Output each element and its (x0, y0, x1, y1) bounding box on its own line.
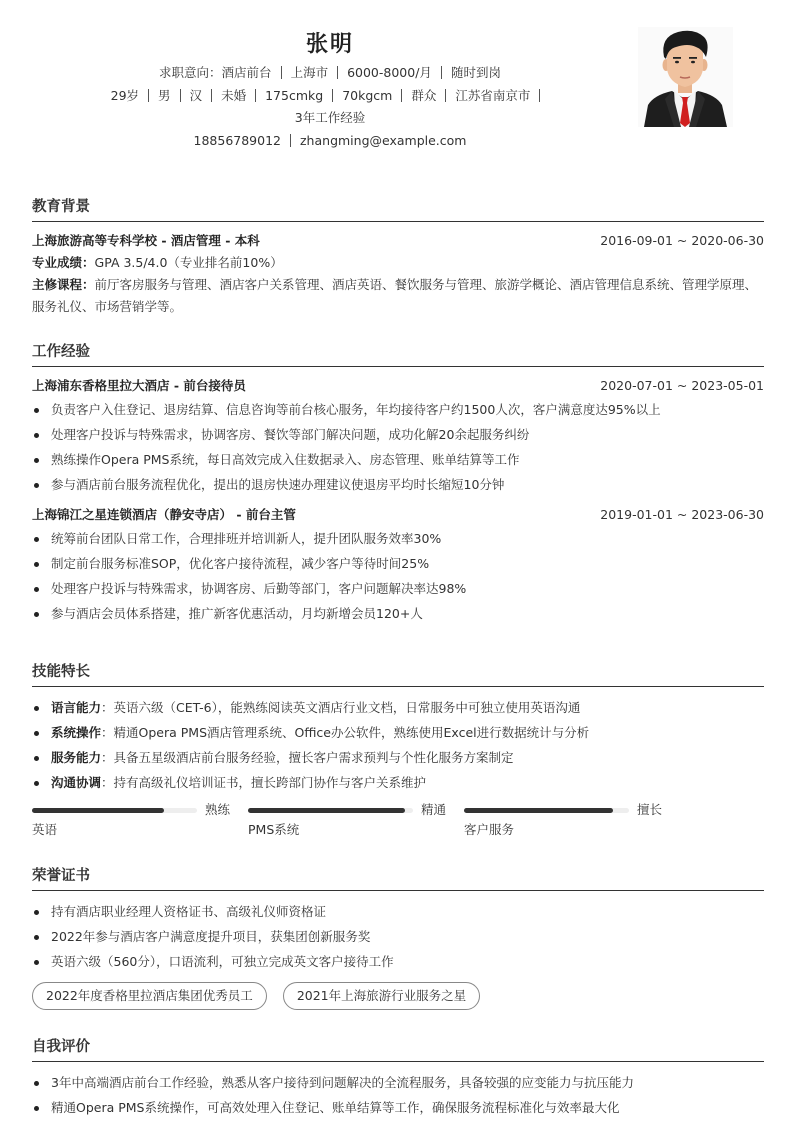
skill-label: 服务能力 (51, 750, 102, 765)
progress-fill (32, 808, 164, 813)
phone-number: 18856789012 (193, 132, 281, 148)
job-intent-row (0, 62, 660, 85)
skill-text: ：精通Opera PMS酒店管理系统、Office办公软件，熟练使用Excel进行数据统计与分析 (101, 725, 590, 740)
list-item: 制定前台服务标准SOP，优化客户接待流程，减少客户等待时间25% (32, 551, 764, 576)
section-title-work: 工作经验 (32, 341, 764, 367)
grade-value: GPA 3.5/4.0（专业排名前10%） (94, 255, 283, 270)
list-item: 处理客户投诉与特殊需求，协调客房、后勤等部门，客户问题解决率达98% (32, 576, 764, 601)
list-item: 参与酒店会员体系搭建，推广新客优惠活动，月均新增会员120+人 (32, 601, 764, 626)
profile-photo (638, 27, 733, 127)
progress-fill (464, 808, 613, 813)
list-item (32, 720, 764, 745)
skills-section (32, 661, 764, 841)
list-item (32, 745, 764, 770)
progress-track (464, 808, 629, 813)
list-item: 精通Opera PMS系统操作，可高效处理入住登记、账单结算等工作，确保服务流程标准化与效率最大化 (32, 1095, 764, 1120)
education-section (32, 196, 764, 318)
honors-section (32, 865, 764, 1010)
skill-label: 沟通协调 (51, 775, 102, 790)
courses-label: 主修课程： (32, 277, 95, 292)
separator (337, 66, 338, 79)
section-title-skills: 技能特长 (32, 661, 764, 687)
courses-value: 前厅客房服务与管理、酒店客户关系管理、酒店英语、餐饮服务与管理、旅游学概论、酒店管理信息系统、管理学原理、服务礼仪、市场营销学等。 (32, 277, 758, 314)
skill-text: ：具备五星级酒店前台服务经验，擅长客户需求预判与个性化服务方案制定 (101, 750, 514, 765)
separator (401, 89, 402, 102)
skill-level: 熟练 (205, 802, 231, 817)
education-entry-header (32, 230, 764, 252)
skill-level: 擅长 (637, 802, 663, 817)
separator (281, 66, 282, 79)
skill-label: 系统操作 (51, 725, 102, 740)
skill-level: 精通 (421, 802, 447, 817)
location: 上海市 (290, 65, 329, 80)
list-item (32, 695, 764, 720)
skill-name: 英语 (32, 822, 58, 837)
separator (211, 89, 212, 102)
list-item: 熟练操作Opera PMS系统，每日高效完成入住数据录入、房态管理、账单结算等工作 (32, 447, 764, 472)
separator (445, 89, 446, 102)
hometown: 江苏省南京市 (455, 87, 531, 103)
list-item: 2022年参与酒店客户满意度提升项目，获集团创新服务奖 (32, 924, 764, 949)
separator (180, 89, 181, 102)
skill-bar-pms (248, 801, 464, 841)
separator (441, 66, 442, 79)
list-item: 持有酒店职业经理人资格证书、高级礼仪师资格证 (32, 899, 764, 924)
height: 175cmkg (265, 87, 324, 103)
list-item: 负责客户入住登记、退房结算、信息咨询等前台核心服务，年均接待客户约1500人次，客户满意度达95%以上 (32, 397, 764, 422)
job-bullets (32, 526, 764, 626)
honors-list (32, 899, 764, 974)
list-item: 统筹前台团队日常工作，合理排班并培训新人，提升团队服务效率30% (32, 526, 764, 551)
section-title-education: 教育背景 (32, 196, 764, 222)
skill-bars (32, 801, 764, 841)
candidate-name: 张明 (305, 32, 354, 57)
gender: 男 (158, 87, 171, 103)
skill-text: ：持有高级礼仪培训证书，擅长跨部门协作与客户关系维护 (101, 775, 427, 790)
progress-track (32, 808, 197, 813)
resume-header (0, 28, 660, 152)
work-section (32, 341, 764, 626)
progress-track (248, 808, 413, 813)
email-address: zhangming@example.com (300, 132, 467, 148)
education-date: 2016-09-01 ~ 2020-06-30 (600, 233, 764, 248)
separator (332, 89, 333, 102)
job-intent: 求职意向：酒店前台 (159, 65, 272, 80)
weight: 70kgcm (342, 87, 393, 103)
skill-bar-english (32, 801, 248, 841)
job-title: 上海浦东香格里拉大酒店 - 前台接待员 (32, 378, 246, 393)
section-title-honors: 荣誉证书 (32, 865, 764, 891)
job-header (32, 375, 764, 397)
list-item: 参与酒店前台服务流程优化，提出的退房快速办理建议使退房平均时长缩短10分钟 (32, 472, 764, 497)
separator (255, 89, 256, 102)
list-item: 3年中高端酒店前台工作经验，熟悉从客户接待到问题解决的全流程服务，具备较强的应变能力与抗压能力 (32, 1070, 764, 1095)
avatar-illustration-icon (638, 27, 733, 127)
political-status: 群众 (411, 87, 437, 103)
skill-text: ：英语六级（CET-6），能熟练阅读英文酒店行业文档，日常服务中可独立使用英语沟通 (101, 700, 581, 715)
award-tags (32, 982, 764, 1010)
skills-list (32, 695, 764, 795)
job-date: 2019-01-01 ~ 2023-06-30 (600, 507, 764, 522)
skill-label: 语言能力 (51, 700, 102, 715)
self-evaluation-list (32, 1070, 764, 1120)
separator (290, 134, 291, 147)
list-item: 英语六级（560分），口语流利，可独立完成英文客户接待工作 (32, 949, 764, 974)
personal-info-row (0, 85, 660, 108)
salary: 6000-8000/月 (347, 65, 432, 80)
availability: 随时到岗 (450, 65, 501, 80)
self-evaluation-section (32, 1036, 764, 1120)
separator (148, 89, 149, 102)
list-item: 处理客户投诉与特殊需求，协调客房、餐饮等部门解决问题，成功化解20余起服务纠纷 (32, 422, 764, 447)
age: 29岁 (110, 87, 140, 103)
school-degree: 上海旅游高等专科学校 - 酒店管理 - 本科 (32, 233, 260, 248)
marital-status: 未婚 (221, 87, 247, 103)
job-header (32, 504, 764, 526)
grade-line (32, 252, 764, 274)
job-title: 上海锦江之星连锁酒店（静安寺店） - 前台主管 (32, 507, 296, 522)
section-title-self-evaluation: 自我评价 (32, 1036, 764, 1062)
job-bullets (32, 397, 764, 497)
job-date: 2020-07-01 ~ 2023-05-01 (600, 378, 764, 393)
courses-line (32, 274, 764, 318)
progress-fill (248, 808, 405, 813)
grade-label: 专业成绩： (32, 255, 95, 270)
contact-row (0, 130, 660, 153)
award-tag: 2022年度香格里拉酒店集团优秀员工 (32, 982, 267, 1010)
skill-name: PMS系统 (248, 822, 300, 837)
separator (539, 89, 540, 102)
award-tag: 2021年上海旅游行业服务之星 (283, 982, 480, 1010)
ethnicity: 汉 (189, 87, 203, 103)
list-item (32, 770, 764, 795)
skill-bar-customer-service (464, 801, 680, 841)
experience-years: 3年工作经验 (294, 110, 366, 125)
skill-name: 客户服务 (464, 822, 515, 837)
